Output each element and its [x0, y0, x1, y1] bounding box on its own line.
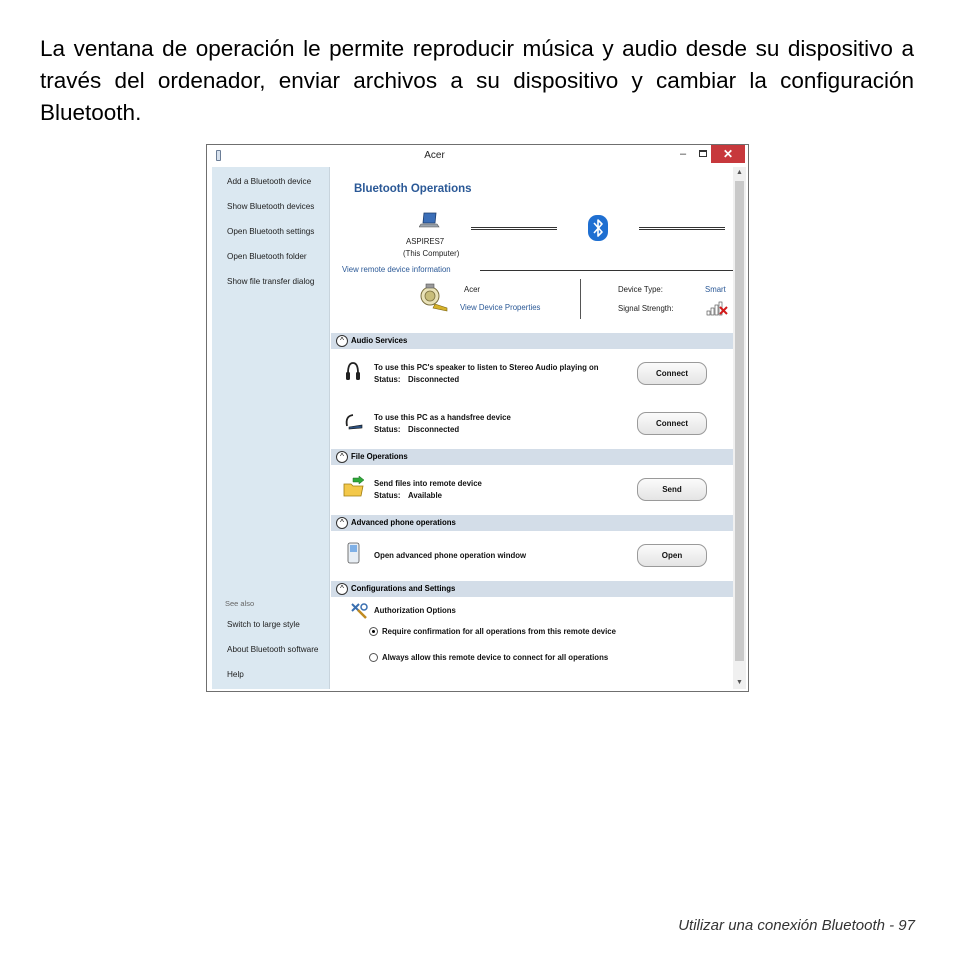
sidebar-item-large-style[interactable]: Switch to large style: [227, 620, 300, 629]
vertical-divider: [580, 279, 581, 319]
connection-line-left: [471, 227, 557, 230]
intro-paragraph: La ventana de operación le permite reproducir música y audio desde su dispositivo a través del ordenador, enviar archivos a su dispositivo y cambiar la configuración Bluetooth.: [40, 36, 914, 125]
audio-stereo-status: Disconnected: [408, 375, 460, 384]
file-operations-label: File Operations: [351, 452, 408, 461]
send-button[interactable]: Send: [637, 478, 707, 501]
headphones-icon: [345, 361, 361, 383]
sidebar-item-open-folder[interactable]: Open Bluetooth folder: [227, 252, 307, 261]
signal-strength-icon: [706, 300, 728, 316]
audio-services-header[interactable]: [331, 333, 733, 349]
sidebar-item-show-devices[interactable]: Show Bluetooth devices: [227, 202, 315, 211]
close-button[interactable]: ✕: [711, 145, 745, 163]
view-remote-info-link[interactable]: View remote device information: [342, 265, 451, 274]
audio-stereo-status-label: Status:: [374, 375, 401, 384]
send-folder-icon: [343, 476, 365, 498]
advanced-phone-label: Advanced phone operations: [351, 518, 456, 527]
connect-handsfree-button[interactable]: Connect: [637, 412, 707, 435]
phone-icon: [347, 542, 361, 564]
send-files-status-label: Status:: [374, 491, 401, 500]
maximize-button[interactable]: [695, 145, 711, 163]
require-confirmation-label[interactable]: Require confirmation for all operations from this remote device: [382, 627, 616, 636]
configurations-label: Configurations and Settings: [351, 584, 456, 593]
collapse-chevron-icon[interactable]: ^: [336, 451, 348, 463]
window-title: Acer: [424, 150, 445, 161]
sidebar-item-open-settings[interactable]: Open Bluetooth settings: [227, 227, 315, 236]
computer-subtitle: (This Computer): [403, 249, 460, 258]
scroll-up-arrow-icon[interactable]: ▲: [736, 169, 743, 176]
vertical-scrollbar[interactable]: [733, 167, 746, 689]
collapse-chevron-icon[interactable]: ^: [336, 583, 348, 595]
send-files-status: Available: [408, 491, 442, 500]
authorization-icon: [349, 601, 369, 621]
open-button[interactable]: Open: [637, 544, 707, 567]
maximize-icon: [699, 150, 707, 157]
scroll-thumb[interactable]: [735, 181, 744, 661]
title-bar: [207, 145, 748, 167]
bluetooth-window: [206, 144, 749, 692]
sidebar-item-about[interactable]: About Bluetooth software: [227, 645, 319, 654]
advanced-phone-desc: Open advanced phone operation window: [374, 551, 527, 560]
divider-line: [480, 270, 733, 271]
remote-device-icon: [417, 282, 449, 312]
minimize-button[interactable]: –: [679, 148, 687, 160]
authorization-options-label: Authorization Options: [374, 606, 456, 615]
connect-stereo-button[interactable]: Connect: [637, 362, 707, 385]
page-footer: Utilizar una conexión Bluetooth - 97: [678, 917, 915, 934]
main-content: [331, 167, 733, 689]
laptop-icon: [419, 211, 441, 231]
scroll-down-arrow-icon[interactable]: ▼: [736, 679, 743, 686]
audio-handsfree-status-label: Status:: [374, 425, 401, 434]
sidebar-item-add-device[interactable]: Add a Bluetooth device: [227, 177, 312, 186]
bluetooth-operations-title: Bluetooth Operations: [354, 183, 472, 195]
computer-name: ASPIRES7: [406, 237, 445, 246]
audio-handsfree-status: Disconnected: [408, 425, 460, 434]
bluetooth-icon: [588, 215, 608, 241]
connection-line-right: [639, 227, 725, 230]
file-operations-header[interactable]: [331, 449, 733, 465]
audio-handsfree-desc: To use this PC as a handsfree device: [374, 413, 511, 422]
audio-stereo-desc: To use this PC's speaker to listen to Stereo Audio playing on: [374, 363, 599, 372]
see-also-label: See also: [225, 599, 255, 608]
device-name: Acer: [464, 285, 481, 294]
configurations-header[interactable]: [331, 581, 733, 597]
advanced-phone-header[interactable]: [331, 515, 733, 531]
sidebar-item-help[interactable]: Help: [227, 670, 244, 679]
sidebar: [212, 167, 330, 689]
sidebar-item-file-transfer[interactable]: Show file transfer dialog: [227, 277, 315, 286]
signal-strength-label: Signal Strength:: [618, 304, 674, 313]
radio-require-confirmation[interactable]: [369, 627, 378, 636]
device-type-label: Device Type:: [618, 285, 663, 294]
view-device-properties-link[interactable]: View Device Properties: [460, 303, 541, 312]
device-type-value: Smart: [705, 285, 726, 294]
headset-icon: [343, 412, 365, 430]
send-files-desc: Send files into remote device: [374, 479, 482, 488]
collapse-chevron-icon[interactable]: ^: [336, 335, 348, 347]
collapse-chevron-icon[interactable]: ^: [336, 517, 348, 529]
audio-services-label: Audio Services: [351, 336, 408, 345]
radio-always-allow[interactable]: [369, 653, 378, 662]
always-allow-label[interactable]: Always allow this remote device to connect for all operations: [382, 653, 609, 662]
